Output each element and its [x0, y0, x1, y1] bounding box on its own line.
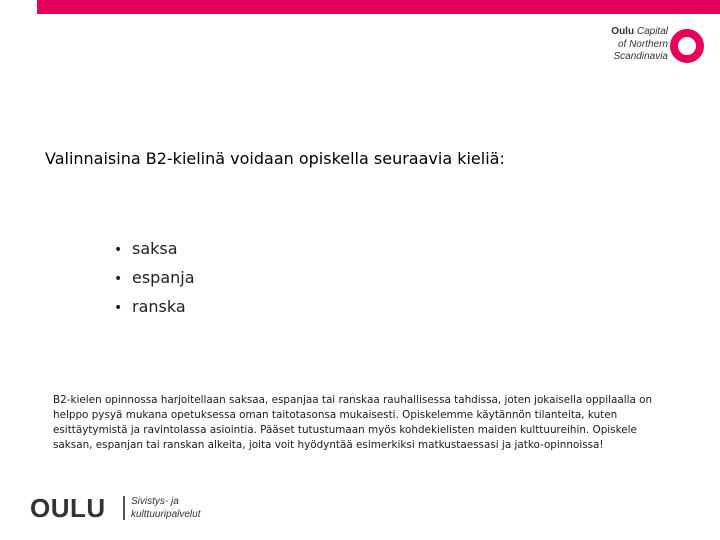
brand-line-2: of Northern: [617, 38, 668, 50]
brand-line-3: Scandinavia: [613, 51, 668, 62]
brand-oulu-word: Oulu: [611, 26, 635, 37]
bullet-icon: •: [114, 271, 123, 287]
list-item: [114, 235, 195, 264]
bullet-icon: •: [114, 242, 123, 258]
brand-line-1: [596, 26, 668, 39]
oulu-capital-logo: [596, 24, 708, 68]
list-item: [114, 293, 195, 322]
footer-unit-name: [131, 495, 200, 521]
brand-capital-word: Capital: [636, 26, 668, 37]
bullet-icon: •: [114, 300, 123, 316]
language-label: espanja: [132, 268, 195, 287]
language-label: ranska: [132, 297, 186, 316]
page-heading: Valinnaisina B2-kielinä voidaan opiskella seuraavia kieliä:: [45, 149, 505, 168]
footer-unit-line-2: kulttuuripalvelut: [131, 509, 201, 520]
brand-ring-icon: [669, 28, 705, 64]
description-paragraph: B2-kielen opinnossa harjoitellaan saksaa, espanjaa tai ranskaa rauhallisessa tahdissa, joten jokaisella oppilaalla on helppo pysyä mukana opetuksessa oman taitotasonsa mukaisesti. Opiskelemme käytännön tilanteita, kuten esittäytymistä ja ravintolassa asiointia. Pääset tutustumaan myös kohdekielisten maiden kulttuureihin. Opiskele saksan, espanjan tai ranskan alkeita, joita voit hyödyntää esimerkiksi matkustaessasi ja jatko-opinnoissa!: [53, 394, 653, 451]
footer-logo: [30, 490, 250, 526]
footer-divider: [123, 496, 125, 520]
language-label: saksa: [132, 239, 178, 258]
footer-city-name: OULU: [30, 493, 106, 523]
brand-text: [596, 26, 668, 64]
top-accent-bar: [37, 0, 720, 14]
footer-unit-line-1: Sivistys- ja: [131, 496, 179, 507]
list-item: [114, 264, 195, 293]
language-list: [114, 235, 195, 322]
